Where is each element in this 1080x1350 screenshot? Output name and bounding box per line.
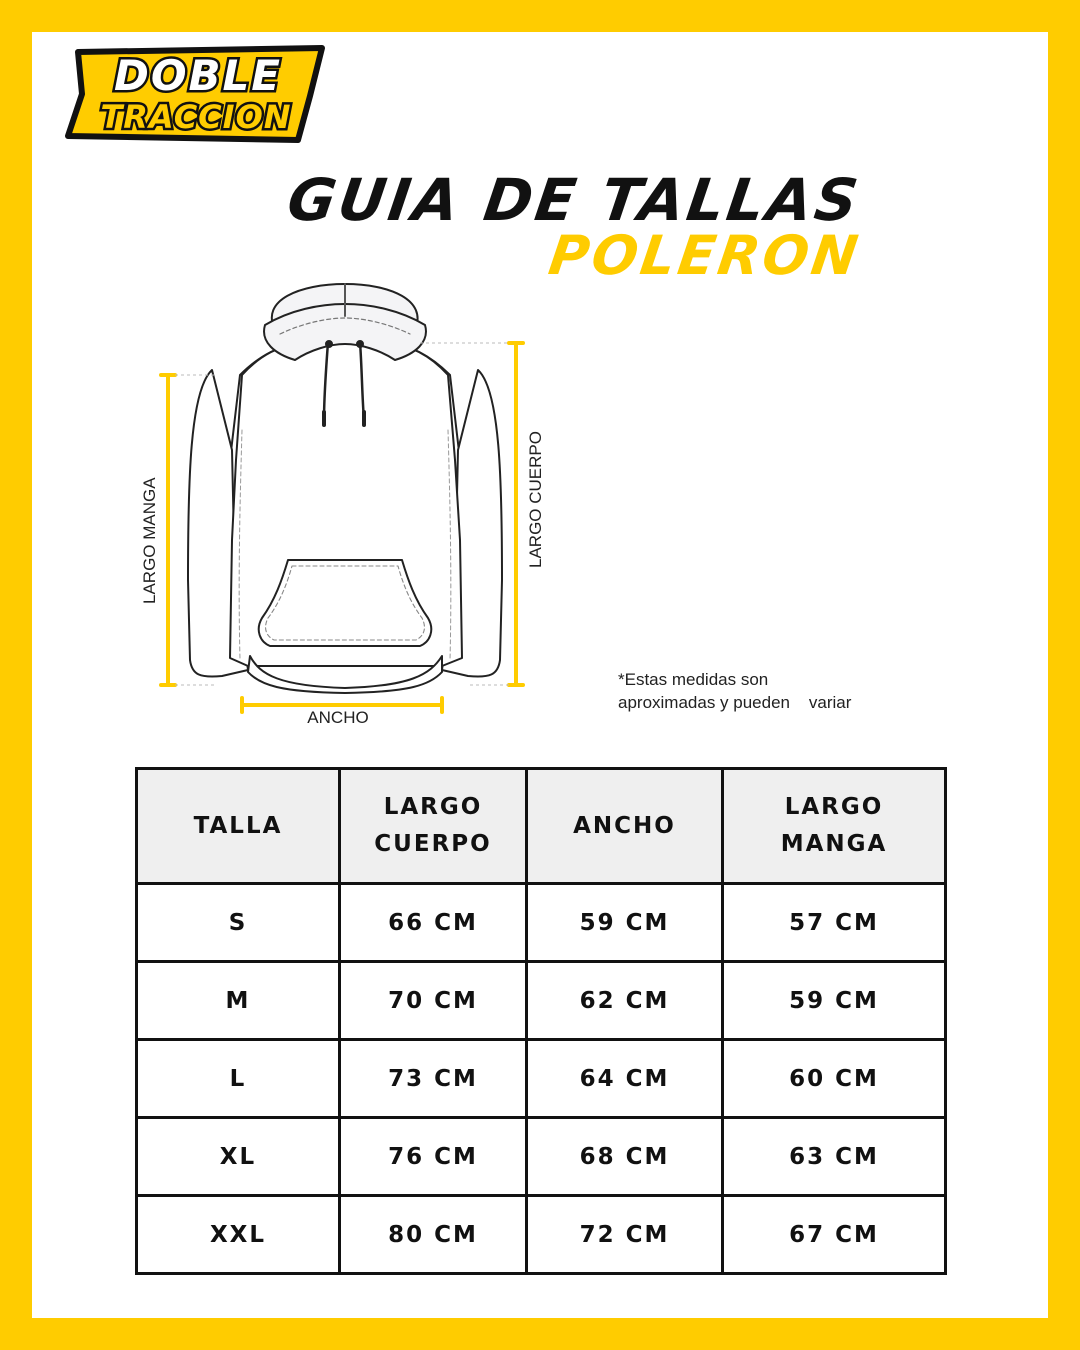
header-largo-cuerpo: LARGO CUERPO xyxy=(340,769,527,884)
table-header-row xyxy=(137,769,946,884)
header-ancho: ANCHO xyxy=(527,769,723,884)
page-title: GUIA DE TALLAS xyxy=(283,166,865,234)
cell-ancho: 59 CM xyxy=(527,884,723,962)
cell-talla: XXL xyxy=(137,1196,340,1274)
cell-ancho: 68 CM xyxy=(527,1118,723,1196)
hoodie-diagram xyxy=(130,280,580,740)
page-subtitle: POLERON xyxy=(545,224,865,287)
label-largo-cuerpo: LARGO CUERPO xyxy=(526,431,545,568)
cell-largo-cuerpo: 70 CM xyxy=(340,962,527,1040)
cell-ancho: 64 CM xyxy=(527,1040,723,1118)
logo-graphic xyxy=(60,44,330,144)
table-row xyxy=(137,1040,946,1118)
hoodie-outline-icon xyxy=(130,280,580,740)
cell-largo-manga: 63 CM xyxy=(723,1118,946,1196)
table-row xyxy=(137,1118,946,1196)
table-row xyxy=(137,884,946,962)
note-line2: aproximadas y pueden variar xyxy=(618,693,852,712)
cell-talla: M xyxy=(137,962,340,1040)
cell-largo-manga: 67 CM xyxy=(723,1196,946,1274)
cell-ancho: 72 CM xyxy=(527,1196,723,1274)
cell-largo-cuerpo: 73 CM xyxy=(340,1040,527,1118)
cell-largo-cuerpo: 66 CM xyxy=(340,884,527,962)
cell-largo-manga: 57 CM xyxy=(723,884,946,962)
brand-logo xyxy=(60,44,330,144)
cell-talla: XL xyxy=(137,1118,340,1196)
note-line1: *Estas medidas son xyxy=(618,670,769,689)
header-largo-manga: LARGO MANGA xyxy=(723,769,946,884)
cell-talla: S xyxy=(137,884,340,962)
cell-largo-cuerpo: 80 CM xyxy=(340,1196,527,1274)
cell-largo-manga: 59 CM xyxy=(723,962,946,1040)
measurement-note xyxy=(618,668,918,714)
cell-talla: L xyxy=(137,1040,340,1118)
logo-line1: DOBLE xyxy=(113,51,283,100)
label-largo-manga: LARGO MANGA xyxy=(140,477,159,604)
size-table xyxy=(135,767,947,1275)
table-row xyxy=(137,1196,946,1274)
logo-line2: TRACCION xyxy=(100,98,292,136)
cell-largo-cuerpo: 76 CM xyxy=(340,1118,527,1196)
table-row xyxy=(137,962,946,1040)
cell-ancho: 62 CM xyxy=(527,962,723,1040)
header-talla: TALLA xyxy=(137,769,340,884)
label-ancho: ANCHO xyxy=(307,708,369,727)
cell-largo-manga: 60 CM xyxy=(723,1040,946,1118)
